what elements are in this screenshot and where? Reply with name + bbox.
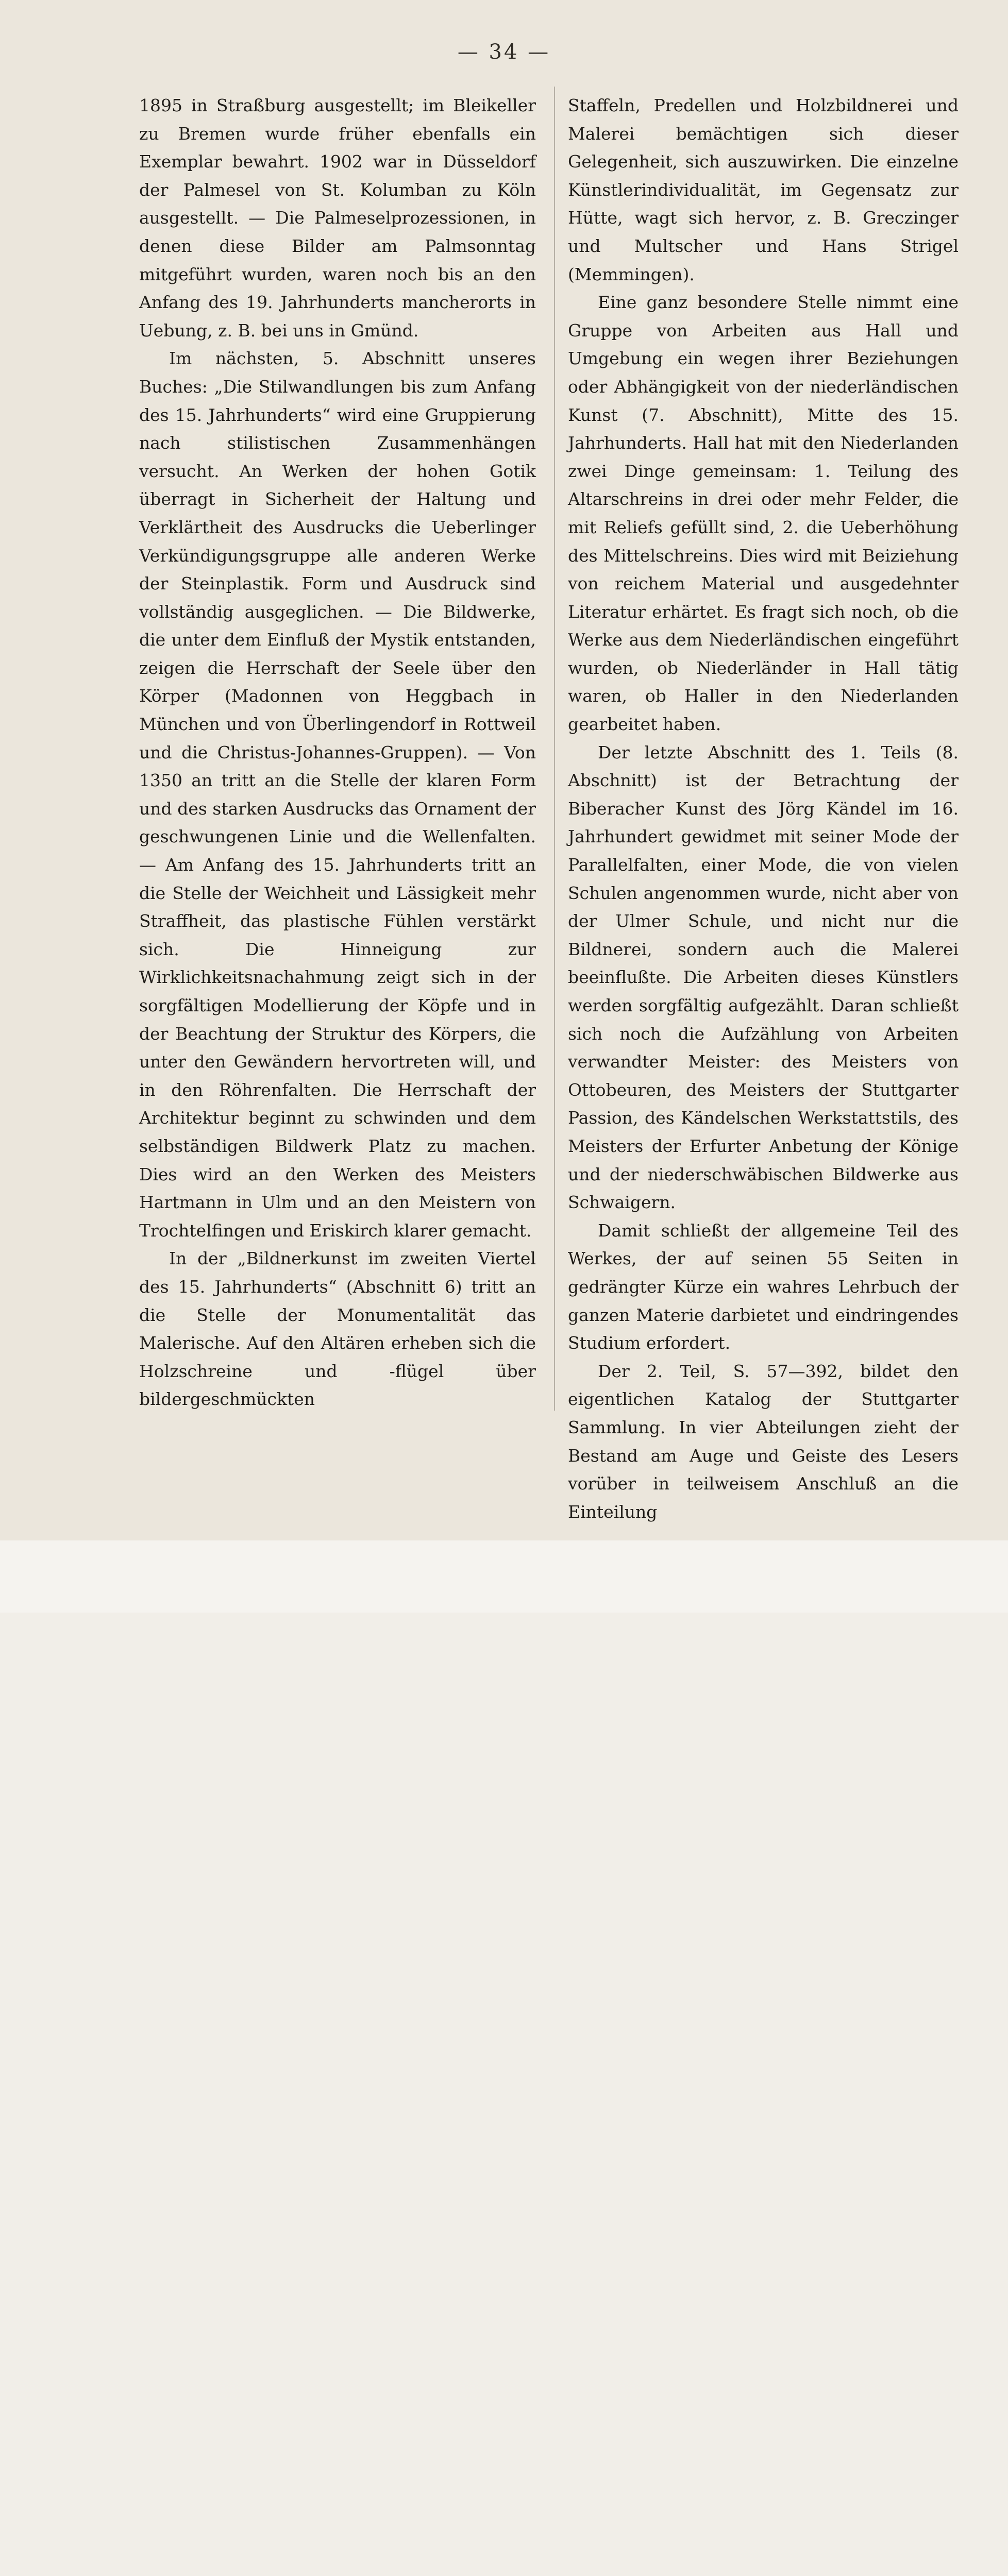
paragraph: Damit schließt der allgemeine Teil des Werkes, der auf seinen 55 Seiten in gedrängter Kürze ein wahres Lehrbuch der ganzen Materie darbietet und eindringendes Studium erfordert. bbox=[568, 1220, 959, 1353]
footer-bar bbox=[0, 1540, 1008, 1613]
paragraph: Der letzte Abschnitt des 1. Teils (8. Abschnitt) ist der Betrachtung der Biberacher Kunst des Jörg Kändel im 16. Jahrhundert gewidmet mit seiner Mode der Parallelfalten, einer Mode, die von vielen Schulen angenommen wurde, nicht aber von der Ulmer Schule, und nicht nur die Bildnerei, sondern auch die Malerei beeinflußte. Die Arbeiten dieses Künstlers werden sorgfältig aufgezählt. Daran schließt sich noch die Aufzählung von Arbeiten verwandter Meister: des Meisters von Ottobeuren, des Meisters der Stuttgarter Passion, des Kändelschen Werkstattstils, des Meisters der Erfurter Anbetung der Könige und der niederschwäbischen Bildwerke aus Schwaigern. bbox=[568, 742, 959, 1213]
paragraph: In der „Bildnerkunst im zweiten Viertel des 15. Jahrhunderts“ (Abschnitt 6) tritt an die Stelle der Monumentalität das Malerische. Auf den Altären erheben sich die Holzschreine und -flügel über bildergeschmückten bbox=[139, 1248, 536, 1410]
right-text-column bbox=[568, 92, 959, 1526]
paragraph: Im nächsten, 5. Abschnitt unseres Buches: „Die Stilwandlungen bis zum Anfang des 15. Jahrhunderts“ wird eine Gruppierung nach stilistischen Zusammenhängen versucht. An Werken der hohen Gotik überragt in Sicherheit der Haltung und Verklärtheit des Ausdrucks die Ueberlinger Verkündigungsgruppe alle anderen Werke der Steinplastik. Form und Ausdruck sind vollständig ausgeglichen. — Die Bildwerke, die unter dem Einfluß der Mystik entstanden, zeigen die Herrschaft der Seele über den Körper (Madonnen von Heggbach in München und von Überlingendorf in Rottweil und die Christus-Johannes-Gruppen). — Von 1350 an tritt an die Stelle der klaren Form und des starken Ausdrucks das Ornament der geschwungenen Linie und die Wellenfalten. — Am Anfang des 15. Jahrhunderts tritt an die Stelle der Weichheit und Lässigkeit mehr Straffheit, das plastische Fühlen verstärkt sich. Die Hinneigung zur Wirklichkeitsnachahmung zeigt sich in der sorgfältigen Modellierung der Köpfe und in der Beachtung der Struktur des Körpers, die unter den Gewändern hervortreten will, und in den Röhrenfalten. Die Herrschaft der Architektur beginnt zu schwinden und dem selbständigen Bildwerk Platz zu machen. Dies wird an den Werken des Meisters Hartmann in Ulm und an den Meistern von Trochtelfingen und Eriskirch klarer gemacht. bbox=[139, 348, 536, 1241]
left-text-column bbox=[139, 92, 536, 1414]
paragraph: Eine ganz besondere Stelle nimmt eine Gruppe von Arbeiten aus Hall und Umgebung ein wegen ihrer Beziehungen oder Abhängigkeit von der niederländischen Kunst (7. Abschnitt), Mitte des 15. Jahrhunderts. Hall hat mit den Niederlanden zwei Dinge gemeinsam: 1. Teilung des Altarschreins in drei oder mehr Felder, die mit Reliefs gefüllt sind, 2. die Ueberhöhung des Mittelschreins. Dies wird mit Beiziehung von reichem Material und ausgedehnter Literatur erhärtet. Es fragt sich noch, ob die Werke aus dem Niederländischen eingeführt wurden, ob Niederländer in Hall tätig waren, ob Haller in den Niederlanden gearbeitet haben. bbox=[568, 292, 959, 735]
page-number: — 34 — bbox=[457, 40, 551, 64]
paragraph: Staffeln, Predellen und Holzbildnerei und Malerei bemächtigen sich dieser Gelegenheit, sich auszuwirken. Die einzelne Künstlerindividualität, im Gegensatz zur Hütte, wagt sich hervor, z. B. Greczinger und Multscher und Hans Strigel (Memmingen). bbox=[568, 95, 959, 284]
paragraph: 1895 in Straßburg ausgestellt; im Bleikeller zu Bremen wurde früher ebenfalls ein Exemplar bewahrt. 1902 war in Düsseldorf der Palmesel von St. Kolumban zu Köln ausgestellt. — Die Palmeselprozessionen, in denen diese Bilder am Palmsonntag mitgeführt wurden, waren noch bis an den Anfang des 19. Jahrhunderts mancherorts in Uebung, z. B. bei uns in Gmünd. bbox=[139, 95, 536, 341]
paragraph: Der 2. Teil, S. 57—392, bildet den eigentlichen Katalog der Stuttgarter Sammlung. In vier Abteilungen zieht der Bestand am Auge und Geiste des Lesers vorüber in teilweisem Anschluß an die Einteilung bbox=[568, 1361, 959, 1522]
column-divider bbox=[554, 87, 555, 1411]
